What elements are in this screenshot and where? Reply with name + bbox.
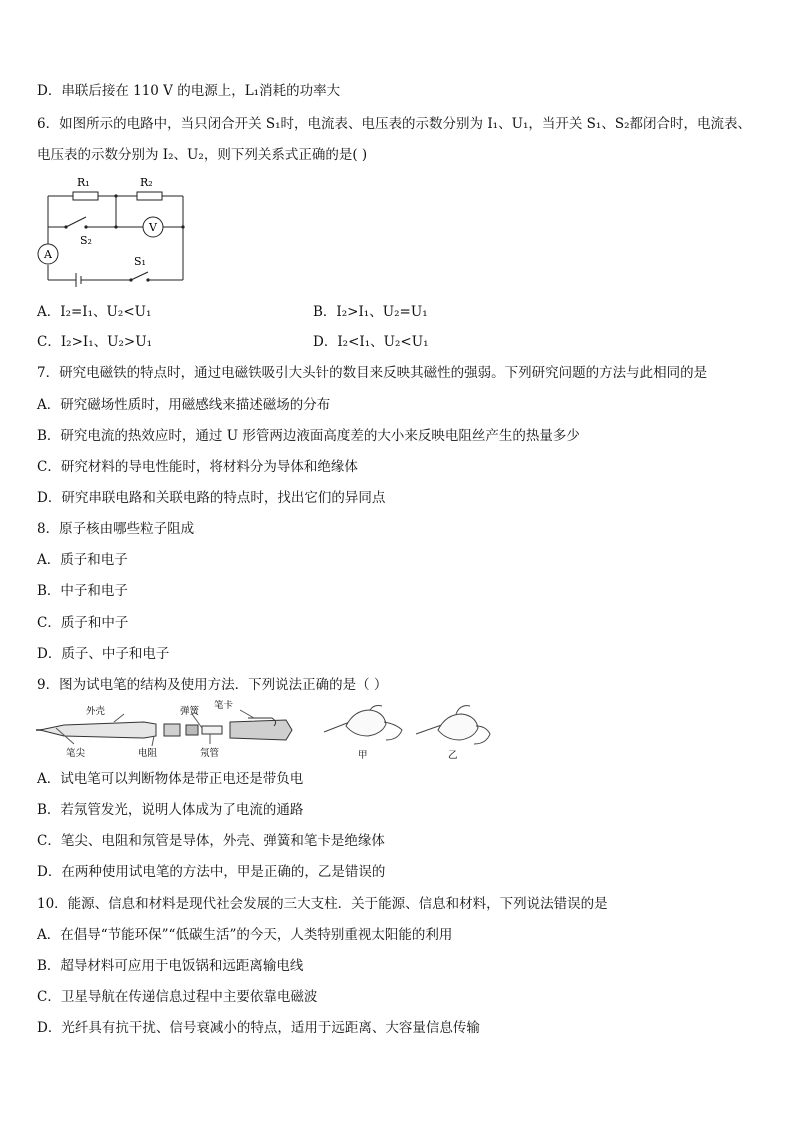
q6-stem-line-1: 6．如图所示的电路中，当只闭合开关 S₁时，电流表、电压表的示数分别为 I₁、U₁，当开关 S₁、S₂都闭合时，电流表、 [37, 116, 751, 132]
test-pen-figure [34, 700, 494, 762]
q6-option-b: B．I₂>I₁、U₂=U₁ [313, 304, 428, 320]
q6-option-c: C．I₂>I₁、U₂>U₁ [37, 334, 153, 350]
label-tip: 笔尖 [66, 748, 86, 759]
q8-option-b: B．中子和电子 [37, 583, 128, 599]
label-shell: 外壳 [86, 706, 106, 717]
label-yi: 乙 [448, 750, 458, 761]
label-resistor: 电阻 [138, 748, 158, 759]
label-neon: 氖管 [200, 748, 220, 759]
q7-option-a: A．研究磁场性质时，用磁感线来描述磁场的分布 [37, 397, 331, 413]
s1-label: S₁ [134, 255, 146, 268]
ammeter-label: A [44, 248, 52, 261]
label-spring: 弹簧 [180, 706, 200, 717]
q9-option-b: B．若氖管发光，说明人体成为了电流的通路 [37, 802, 304, 818]
q8-option-c: C．质子和中子 [37, 615, 129, 631]
q8-stem: 8．原子核由哪些粒子阻成 [37, 521, 195, 537]
q9-option-a: A．试电笔可以判断物体是带正电还是带负电 [37, 771, 304, 787]
r1-label: R₁ [77, 176, 90, 189]
circuit-diagram [36, 172, 192, 288]
q10-option-c: C．卫星导航在传递信息过程中主要依靠电磁波 [37, 989, 318, 1005]
voltmeter-label: V [149, 221, 157, 234]
q6-option-a: A．I₂=I₁、U₂<U₁ [37, 304, 152, 320]
q10-option-d: D．光纤具有抗干扰、信号衰减小的特点，适用于远距离、大容量信息传输 [37, 1020, 480, 1036]
label-jia: 甲 [358, 750, 368, 761]
q10-option-b: B．超导材料可应用于电饭锅和远距离输电线 [37, 958, 304, 974]
q7-option-b: B．研究电流的热效应时，通过 U 形管两边液面高度差的大小来反映电阻丝产生的热量多少 [37, 428, 580, 444]
q10-stem: 10．能源、信息和材料是现代社会发展的三大支柱．关于能源、信息和材料，下列说法错误的是 [37, 896, 608, 912]
q6-stem-line-2: 电压表的示数分别为 I₂、U₂，则下列关系式正确的是( ) [37, 147, 368, 163]
q7-option-d: D．研究串联电路和关联电路的特点时，找出它们的异同点 [37, 490, 386, 506]
q9-option-d: D．在两种使用试电笔的方法中，甲是正确的，乙是错误的 [37, 864, 386, 880]
hand-jia-icon [324, 706, 402, 741]
q10-option-a: A．在倡导“节能环保”“低碳生活”的今天，人类特别重视太阳能的利用 [37, 927, 453, 943]
q9-stem: 9．图为试电笔的结构及使用方法．下列说法正确的是（ ） [37, 677, 388, 693]
label-clip: 笔卡 [214, 700, 234, 711]
q7-stem: 7．研究电磁铁的特点时，通过电磁铁吸引大头针的数目来反映其磁性的强弱。下列研究问题的方法与此相同的是 [37, 365, 708, 381]
s2-label: S₂ [80, 234, 92, 247]
q7-option-c: C．研究材料的导电性能时，将材料分为导体和绝缘体 [37, 459, 358, 475]
q9-option-c: C．笔尖、电阻和氖管是导体，外壳、弹簧和笔卡是绝缘体 [37, 833, 385, 849]
hand-yi-icon [416, 706, 490, 744]
q5-option-d: D．串联后接在 110 V 的电源上，L₁消耗的功率大 [37, 83, 341, 99]
q8-option-d: D．质子、中子和电子 [37, 646, 170, 662]
q6-option-d: D．I₂<I₁、U₂<U₁ [313, 334, 429, 350]
q8-option-a: A．质子和电子 [37, 552, 128, 568]
r2-label: R₂ [140, 176, 153, 189]
